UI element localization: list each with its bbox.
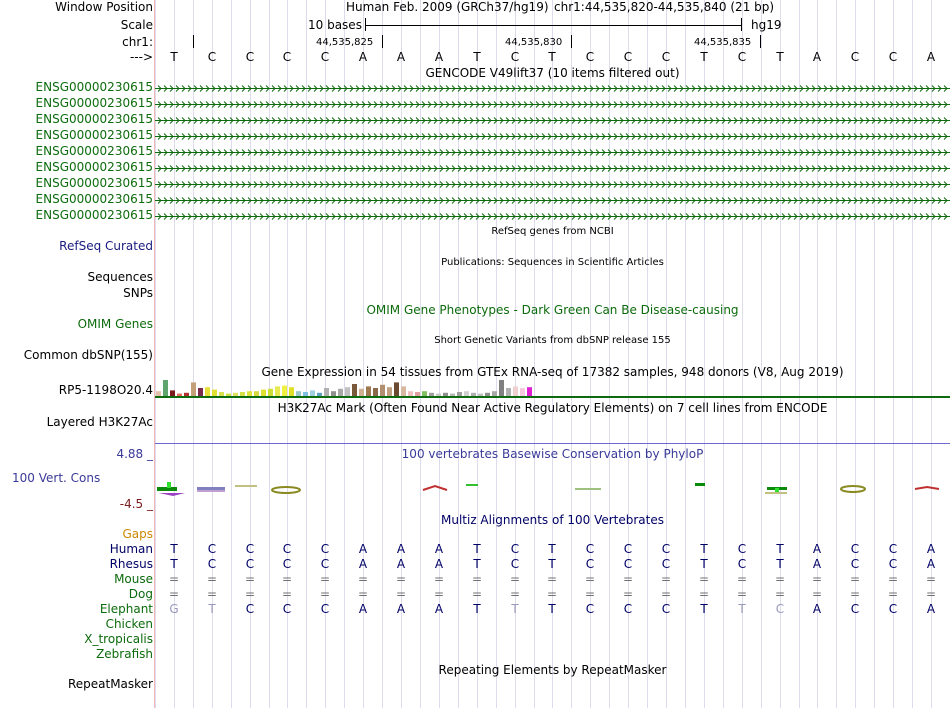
aligned-base: = xyxy=(887,587,899,601)
gtex-tissue-bar xyxy=(513,386,518,396)
aligned-base: C xyxy=(585,542,595,556)
gtex-tissue-bar xyxy=(499,380,504,396)
gtex-tissue-bar xyxy=(191,382,196,396)
aligned-base: C xyxy=(282,542,292,556)
gencode-transcript xyxy=(155,198,950,204)
species-label[interactable]: Dog xyxy=(128,587,153,601)
aligned-base: = xyxy=(736,572,748,586)
aligned-base: C xyxy=(245,602,255,616)
aligned-base: = xyxy=(471,572,483,586)
h3k27ac-track-label[interactable]: Layered H3K27Ac xyxy=(46,415,153,429)
aligned-base: = xyxy=(698,572,710,586)
gtex-tissue-bar xyxy=(352,384,357,396)
aligned-base: C xyxy=(737,542,747,556)
aligned-base: = xyxy=(584,572,596,586)
aligned-base: C xyxy=(850,542,860,556)
reference-base: T xyxy=(700,50,708,64)
aligned-base: A xyxy=(926,542,936,556)
gencode-track-title: GENCODE V49lift37 (10 items filtered out) xyxy=(425,66,680,80)
aligned-base: = xyxy=(925,572,937,586)
reference-base: C xyxy=(245,50,255,64)
ruler-tick-label: 44,535,835 xyxy=(694,37,752,48)
aligned-base: C xyxy=(207,542,217,556)
aligned-base: = xyxy=(395,587,407,601)
aligned-base: = xyxy=(546,572,558,586)
reference-base: T xyxy=(170,50,178,64)
aligned-base: C xyxy=(623,602,633,616)
cons-base-glyph xyxy=(466,484,478,486)
aligned-base: C xyxy=(510,542,520,556)
strand-label: ---> xyxy=(129,50,153,64)
conservation-logo xyxy=(155,478,950,498)
ruler-tick-mark xyxy=(571,35,572,48)
cons-base-glyph xyxy=(915,487,939,489)
aligned-base: T xyxy=(700,557,708,571)
cons-base-glyph xyxy=(157,482,185,496)
aligned-base: = xyxy=(509,572,521,586)
aligned-base: A xyxy=(396,602,406,616)
aligned-base: = xyxy=(357,587,369,601)
gtex-tissue-bar xyxy=(359,389,364,396)
gtex-tissue-bar xyxy=(205,387,210,396)
aligned-base: T xyxy=(548,602,556,616)
gencode-item-label[interactable]: ENSG00000230615 xyxy=(35,128,153,142)
aligned-base: G xyxy=(169,602,179,616)
gtex-tissue-bar xyxy=(373,388,378,396)
aligned-base: = xyxy=(660,572,672,586)
aligned-base: A xyxy=(812,542,822,556)
gencode-transcript xyxy=(155,182,950,188)
aligned-base: C xyxy=(661,542,671,556)
ruler-tick-mark xyxy=(382,35,383,48)
aligned-base: T xyxy=(700,542,708,556)
omim-track-title: OMIM Gene Phenotypes - Dark Green Can Be Disease-causing xyxy=(366,303,739,317)
aligned-base: A xyxy=(434,602,444,616)
aligned-base: C xyxy=(585,602,595,616)
aligned-base: A xyxy=(926,602,936,616)
aligned-base: = xyxy=(584,587,596,601)
gtex-tissue-bar xyxy=(366,386,371,396)
scale-bar xyxy=(365,25,741,26)
aligned-base: = xyxy=(395,572,407,586)
aligned-base: = xyxy=(509,587,521,601)
aligned-base: T xyxy=(700,602,708,616)
gtex-tissue-bar xyxy=(268,389,273,396)
reference-base: C xyxy=(850,50,860,64)
aligned-base: = xyxy=(811,572,823,586)
conservation-track-title: 100 vertebrates Basewise Conservation by PhyloP xyxy=(401,447,704,461)
aligned-base: = xyxy=(244,587,256,601)
cons-base-glyph xyxy=(841,486,865,492)
reference-base: C xyxy=(661,50,671,64)
refseq-track-title: RefSeq genes from NCBI xyxy=(491,226,614,237)
reference-base: C xyxy=(737,50,747,64)
aligned-base: T xyxy=(776,557,784,571)
reference-base: C xyxy=(623,50,633,64)
aligned-base: = xyxy=(546,587,558,601)
aligned-base: = xyxy=(887,572,899,586)
reference-base: A xyxy=(812,50,822,64)
aligned-base: A xyxy=(434,557,444,571)
gtex-tissue-bar xyxy=(401,386,406,396)
h3k27ac-signal-line xyxy=(155,443,950,444)
repeatmasker-track-title: Repeating Elements by RepeatMasker xyxy=(438,663,667,677)
aligned-base: = xyxy=(433,587,445,601)
aligned-base: C xyxy=(510,557,520,571)
gtex-tissue-bar xyxy=(163,380,168,396)
gtex-tissue-bar xyxy=(527,387,532,396)
dbsnp-track-label[interactable]: Common dbSNP(155) xyxy=(23,348,153,362)
gencode-item-label[interactable]: ENSG00000230615 xyxy=(35,192,153,206)
reference-base: T xyxy=(548,50,556,64)
species-label[interactable]: Elephant xyxy=(99,602,153,616)
gtex-tissue-bar xyxy=(345,387,350,396)
gencode-transcript xyxy=(155,102,950,108)
reference-base: A xyxy=(434,50,444,64)
species-label[interactable]: X_tropicalis xyxy=(84,632,153,646)
aligned-base: = xyxy=(206,572,218,586)
aligned-base: C xyxy=(585,557,595,571)
reference-base: T xyxy=(473,50,481,64)
gencode-item-label[interactable]: ENSG00000230615 xyxy=(35,144,153,158)
gtex-tissue-bar xyxy=(324,388,329,396)
gtex-tissue-bar xyxy=(380,385,385,396)
dbsnp-track-title: Short Genetic Variants from dbSNP release 155 xyxy=(434,335,671,346)
aligned-base: C xyxy=(775,602,785,616)
species-label[interactable]: Mouse xyxy=(114,572,153,586)
gencode-transcript xyxy=(155,118,950,124)
gtex-track-title: Gene Expression in 54 tissues from GTEx RNA-seq of 17382 samples, 948 donors (V8, Aug 2019) xyxy=(261,365,844,379)
gtex-gene-line xyxy=(155,396,950,398)
aligned-base: C xyxy=(207,557,217,571)
gencode-item-label[interactable]: ENSG00000230615 xyxy=(35,96,153,110)
aligned-base: = xyxy=(471,587,483,601)
aligned-base: C xyxy=(245,542,255,556)
aligned-base: C xyxy=(320,542,330,556)
gencode-transcript xyxy=(155,166,950,172)
gtex-tissue-bar xyxy=(506,388,511,396)
sequences-track-label[interactable]: Sequences xyxy=(87,270,153,284)
scale-bar-right-cap xyxy=(741,18,742,31)
multiz-track-title: Multiz Alignments of 100 Vertebrates xyxy=(440,513,665,527)
cons-base-glyph xyxy=(423,486,447,490)
cons-base-glyph xyxy=(575,488,601,490)
aligned-base: = xyxy=(168,587,180,601)
gencode-item-label[interactable]: ENSG00000230615 xyxy=(35,80,153,94)
aligned-base: C xyxy=(850,557,860,571)
reference-base: A xyxy=(358,50,368,64)
aligned-base: = xyxy=(357,572,369,586)
aligned-base: = xyxy=(698,587,710,601)
aligned-base: = xyxy=(433,572,445,586)
species-label[interactable]: Chicken xyxy=(105,617,153,631)
publications-track-title: Publications: Sequences in Scientific Articles xyxy=(441,257,664,268)
aligned-base: C xyxy=(282,557,292,571)
aligned-base: C xyxy=(850,602,860,616)
cons-base-glyph xyxy=(272,487,300,493)
assembly-text: Human Feb. 2009 (GRCh37/hg19) xyxy=(346,0,549,14)
aligned-base: A xyxy=(396,557,406,571)
reference-base: A xyxy=(926,50,936,64)
gtex-gene-label[interactable]: RP5-1198O20.4 xyxy=(58,383,153,397)
gencode-item-label[interactable]: ENSG00000230615 xyxy=(35,160,153,174)
reference-base: C xyxy=(282,50,292,64)
ruler-tick-label: 44,535,825 xyxy=(316,37,374,48)
aligned-base: = xyxy=(811,587,823,601)
aligned-base: C xyxy=(661,557,671,571)
reference-base: C xyxy=(510,50,520,64)
gtex-tissue-bar xyxy=(394,382,399,396)
refseq-track-label[interactable]: RefSeq Curated xyxy=(59,239,153,253)
reference-base: T xyxy=(776,50,784,64)
aligned-base: T xyxy=(738,602,746,616)
gencode-item-label[interactable]: ENSG00000230615 xyxy=(35,112,153,126)
aligned-base: = xyxy=(849,572,861,586)
gtex-tissue-bar xyxy=(282,386,287,396)
conservation-max-label: 4.88 _ xyxy=(116,447,153,461)
aligned-base: T xyxy=(473,602,481,616)
snps-track-label[interactable]: SNPs xyxy=(123,286,153,300)
aligned-base: A xyxy=(812,602,822,616)
cons-base-glyph xyxy=(197,487,225,492)
aligned-base: = xyxy=(622,587,634,601)
aligned-base: = xyxy=(319,572,331,586)
cons-base-glyph xyxy=(235,485,257,487)
gencode-transcript xyxy=(155,134,950,140)
gencode-item-label[interactable]: ENSG00000230615 xyxy=(35,176,153,190)
aligned-base: = xyxy=(774,572,786,586)
aligned-base: C xyxy=(888,542,898,556)
species-label[interactable]: Human xyxy=(109,542,153,556)
aligned-base: = xyxy=(281,587,293,601)
aligned-base: C xyxy=(737,557,747,571)
position-text: chr1:44,535,820-44,535,840 (21 bp) xyxy=(554,0,775,14)
aligned-base: T xyxy=(473,542,481,556)
aligned-base: A xyxy=(434,542,444,556)
aligned-base: A xyxy=(358,542,368,556)
reference-base: C xyxy=(207,50,217,64)
cons-base-glyph xyxy=(765,487,787,494)
omim-track-label[interactable]: OMIM Genes xyxy=(77,317,153,331)
aligned-base: A xyxy=(926,557,936,571)
gtex-expression-bars[interactable] xyxy=(155,379,555,397)
aligned-base: T xyxy=(511,602,519,616)
ruler-tick-start xyxy=(193,35,194,48)
species-label[interactable]: Rhesus xyxy=(109,557,153,571)
gencode-transcripts[interactable] xyxy=(155,80,950,225)
scale-label: Scale xyxy=(120,18,153,32)
h3k27ac-track-title: H3K27Ac Mark (Often Found Near Active Regulatory Elements) on 7 cell lines from ENCODE xyxy=(277,401,828,415)
chrom-label: chr1: xyxy=(122,35,153,49)
aligned-base: = xyxy=(206,587,218,601)
aligned-base: C xyxy=(623,557,633,571)
reference-base: C xyxy=(320,50,330,64)
aligned-base: = xyxy=(774,587,786,601)
scale-text: 10 bases xyxy=(308,18,362,32)
species-label[interactable]: Zebrafish xyxy=(96,647,153,661)
gencode-transcript xyxy=(155,214,950,220)
reference-base: C xyxy=(585,50,595,64)
reference-base: A xyxy=(396,50,406,64)
aligned-base: T xyxy=(208,602,216,616)
aligned-base: = xyxy=(849,587,861,601)
aligned-base: A xyxy=(812,557,822,571)
ruler-tick-label: 44,535,830 xyxy=(505,37,563,48)
aligned-base: A xyxy=(358,602,368,616)
aligned-base: C xyxy=(320,602,330,616)
gtex-tissue-bar xyxy=(520,388,525,396)
aligned-base: T xyxy=(548,557,556,571)
aligned-base: C xyxy=(245,557,255,571)
cons-base-glyph xyxy=(695,483,705,486)
aligned-base: A xyxy=(396,542,406,556)
aligned-base: = xyxy=(281,572,293,586)
aligned-base: C xyxy=(320,557,330,571)
conservation-min-label: -4.5 _ xyxy=(119,497,153,511)
gtex-tissue-bar xyxy=(338,389,343,396)
aligned-base: = xyxy=(660,587,672,601)
aligned-base: A xyxy=(358,557,368,571)
aligned-base: C xyxy=(661,602,671,616)
reference-base: C xyxy=(888,50,898,64)
aligned-base: = xyxy=(736,587,748,601)
scale-bar-left-cap xyxy=(365,18,366,31)
aligned-base: C xyxy=(282,602,292,616)
aligned-base: = xyxy=(622,572,634,586)
aligned-base: T xyxy=(170,557,178,571)
conservation-track-label[interactable]: 100 Vert. Cons xyxy=(12,471,101,485)
gencode-item-label[interactable]: ENSG00000230615 xyxy=(35,208,153,222)
window-position-label: Window Position xyxy=(55,0,153,14)
gaps-label: Gaps xyxy=(122,527,153,541)
gencode-transcript xyxy=(155,86,950,92)
gtex-tissue-bar xyxy=(387,387,392,396)
aligned-base: T xyxy=(776,542,784,556)
aligned-base: = xyxy=(925,587,937,601)
aligned-base: = xyxy=(168,572,180,586)
gencode-transcript xyxy=(155,150,950,156)
db-text: hg19 xyxy=(751,18,782,32)
aligned-base: T xyxy=(548,542,556,556)
aligned-base: T xyxy=(473,557,481,571)
aligned-base: = xyxy=(244,572,256,586)
gtex-tissue-bar xyxy=(198,388,203,396)
gtex-tissue-bar xyxy=(289,387,294,396)
aligned-base: C xyxy=(623,542,633,556)
aligned-base: = xyxy=(319,587,331,601)
gtex-tissue-bar xyxy=(275,386,280,396)
aligned-base: C xyxy=(888,602,898,616)
repeatmasker-track-label[interactable]: RepeatMasker xyxy=(67,677,153,691)
ruler-tick-mark xyxy=(760,35,761,48)
aligned-base: C xyxy=(888,557,898,571)
aligned-base: T xyxy=(170,542,178,556)
